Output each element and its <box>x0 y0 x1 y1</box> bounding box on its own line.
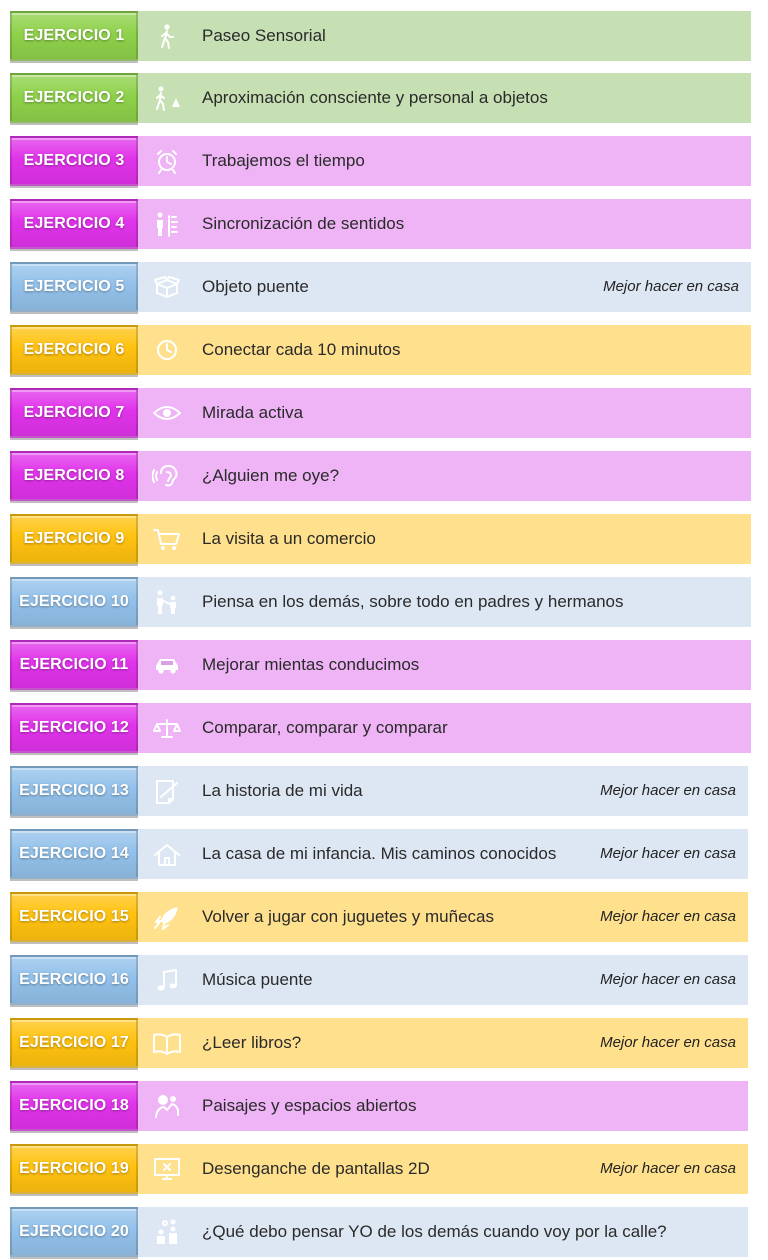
exercise-badge[interactable]: EJERCICIO 20 <box>10 1207 138 1257</box>
eye-icon <box>152 400 182 426</box>
alarm-clock-icon <box>152 148 182 174</box>
exercise-title: ¿Leer libros? <box>202 1033 302 1052</box>
exercise-note: Mejor hacer en casa <box>600 1160 736 1177</box>
exercise-bar <box>138 892 748 942</box>
exercise-title: Música puente <box>202 970 313 989</box>
exercise-bar <box>138 199 751 249</box>
exercise-badge[interactable]: EJERCICIO 4 <box>10 199 138 249</box>
exercise-title: Objeto puente <box>202 277 309 296</box>
exercise-title: Mirada activa <box>202 403 304 422</box>
exercise-title: Volver a jugar con juguetes y muñecas <box>202 907 495 926</box>
car-icon <box>152 652 182 678</box>
exercise-bar <box>138 262 751 312</box>
people-thinking-icon <box>152 1219 182 1245</box>
walking-person-icon <box>152 23 182 49</box>
exercise-bar <box>138 1018 748 1068</box>
exercise-bar <box>138 388 751 438</box>
exercise-bar <box>138 1081 748 1131</box>
exercise-title: Desenganche de pantallas 2D <box>202 1159 430 1178</box>
exercise-bar <box>138 1207 748 1257</box>
ear-icon <box>152 463 182 489</box>
exercise-badge[interactable]: EJERCICIO 13 <box>10 766 138 816</box>
exercise-title: Comparar, comparar y comparar <box>202 718 448 737</box>
exercise-bar <box>138 11 751 61</box>
person-senses-icon <box>152 211 182 237</box>
exercise-title: La visita a un comercio <box>202 529 376 548</box>
exercise-bar <box>138 514 751 564</box>
exercise-note: Mejor hacer en casa <box>603 278 739 295</box>
exercise-badge[interactable]: EJERCICIO 5 <box>10 262 138 312</box>
exercise-note: Mejor hacer en casa <box>600 782 736 799</box>
exercise-badge[interactable]: EJERCICIO 12 <box>10 703 138 753</box>
exercise-badge[interactable]: EJERCICIO 6 <box>10 325 138 375</box>
exercise-title: La casa de mi infancia. Mis caminos conocidos <box>202 844 557 863</box>
exercise-badge[interactable]: EJERCICIO 11 <box>10 640 138 690</box>
exercise-badge[interactable]: EJERCICIO 14 <box>10 829 138 879</box>
exercise-note: Mejor hacer en casa <box>600 1034 736 1051</box>
exercise-title: Sincronización de sentidos <box>202 214 405 233</box>
person-approaching-object-icon <box>152 85 182 111</box>
exercise-badge[interactable]: EJERCICIO 9 <box>10 514 138 564</box>
exercise-title: Paseo Sensorial <box>202 26 326 45</box>
exercise-title: La historia de mi vida <box>202 781 363 800</box>
exercise-title: Paisajes y espacios abiertos <box>202 1096 417 1115</box>
exercise-note: Mejor hacer en casa <box>600 971 736 988</box>
clock-icon <box>152 337 182 363</box>
exercise-title: ¿Qué debo pensar YO de los demás cuando voy por la calle? <box>202 1222 667 1241</box>
exercise-bar <box>138 829 748 879</box>
exercise-title: Mejorar mientas conducimos <box>202 655 420 674</box>
open-book-icon <box>152 1030 182 1056</box>
exercise-badge[interactable]: EJERCICIO 19 <box>10 1144 138 1194</box>
exercise-badge[interactable]: EJERCICIO 16 <box>10 955 138 1005</box>
monitor-icon <box>152 1156 182 1182</box>
exercise-bar <box>138 1144 748 1194</box>
shopping-cart-icon <box>152 526 182 552</box>
exercise-badge[interactable]: EJERCICIO 7 <box>10 388 138 438</box>
exercise-bar <box>138 73 751 123</box>
house-icon <box>152 841 182 867</box>
exercise-bar <box>138 451 751 501</box>
exercise-title: Trabajemos el tiempo <box>202 151 365 170</box>
exercise-bar <box>138 955 748 1005</box>
exercise-badge[interactable]: EJERCICIO 17 <box>10 1018 138 1068</box>
exercise-badge[interactable]: EJERCICIO 1 <box>10 11 138 61</box>
exercise-note: Mejor hacer en casa <box>600 845 736 862</box>
exercise-bar <box>138 640 751 690</box>
exercise-badge[interactable]: EJERCICIO 10 <box>10 577 138 627</box>
exercise-badge[interactable]: EJERCICIO 8 <box>10 451 138 501</box>
exercise-note: Mejor hacer en casa <box>600 908 736 925</box>
exercise-title: Piensa en los demás, sobre todo en padres y hermanos <box>202 592 624 611</box>
rocket-icon <box>152 904 182 930</box>
exercise-badge[interactable]: EJERCICIO 18 <box>10 1081 138 1131</box>
exercise-bar <box>138 577 751 627</box>
landscape-icon <box>152 1093 182 1119</box>
exercise-title: Aproximación consciente y personal a objetos <box>202 88 548 107</box>
open-box-icon <box>152 274 182 300</box>
exercise-bar <box>138 136 751 186</box>
exercise-badge[interactable]: EJERCICIO 2 <box>10 73 138 123</box>
balance-scale-icon <box>152 715 182 741</box>
exercise-title: ¿Alguien me oye? <box>202 466 340 485</box>
music-note-icon <box>152 967 182 993</box>
exercise-badge[interactable]: EJERCICIO 3 <box>10 136 138 186</box>
family-icon <box>152 589 182 615</box>
exercise-bar <box>138 325 751 375</box>
exercise-title: Conectar cada 10 minutos <box>202 340 401 359</box>
exercise-badge[interactable]: EJERCICIO 15 <box>10 892 138 942</box>
writing-page-icon <box>152 778 182 804</box>
exercise-bar <box>138 703 751 753</box>
exercise-bar <box>138 766 748 816</box>
